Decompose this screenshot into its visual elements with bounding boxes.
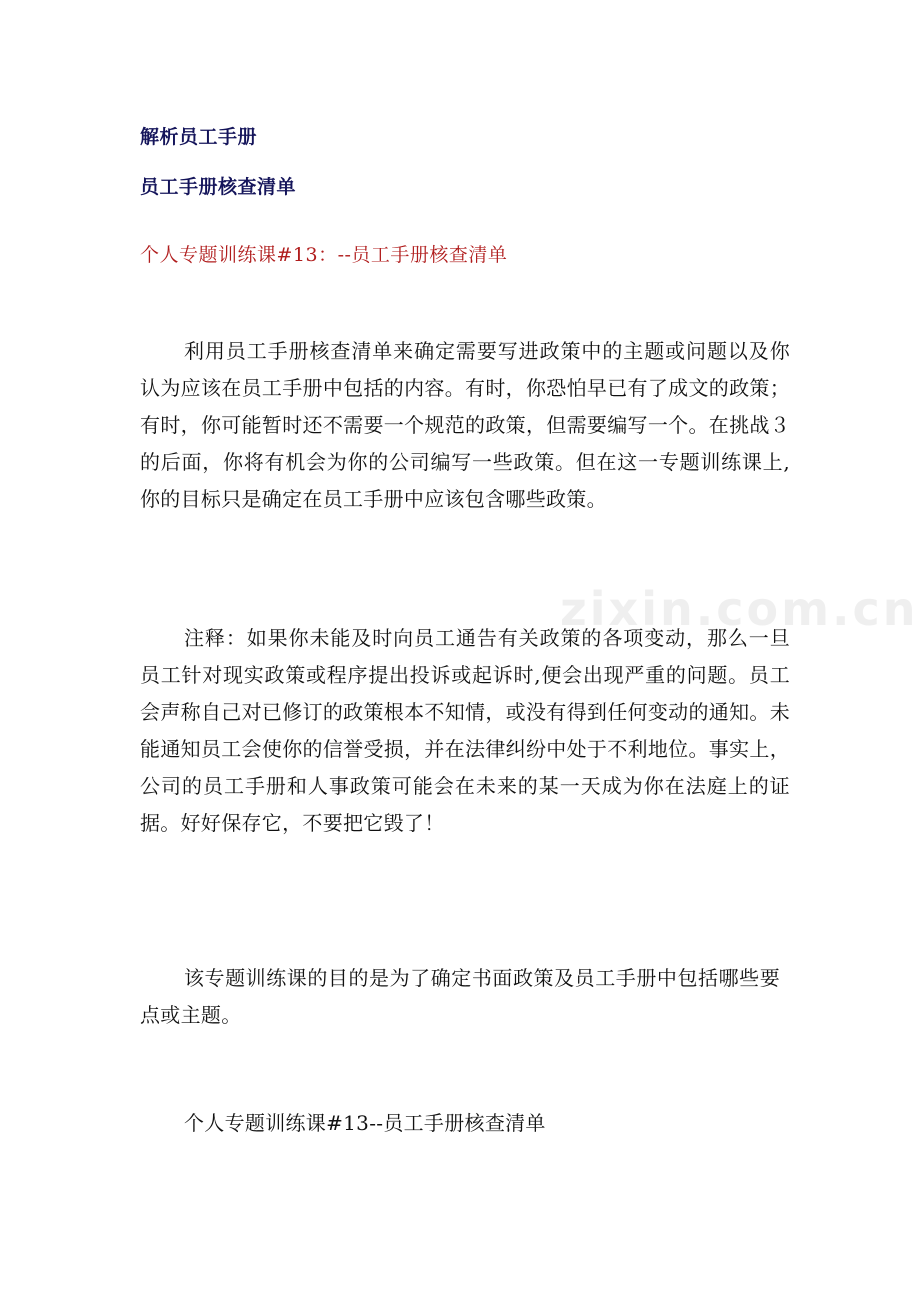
watermark: zixin.com.cn [560,582,919,636]
paragraph-heading-repeat: 个人专题训练课#13--员工手册核查清单 [184,1111,546,1135]
document-subtitle: 个人专题训练课#13：--员工手册核查清单 [140,244,508,266]
document-title: 解析员工手册 [140,126,258,148]
paragraph-note: 注释：如果你未能及时向员工通告有关政策的各项变动，那么一旦员工针对现实政策或程序提出投诉或起诉时,便会出现严重的问题。员工会声称自己对已修订的政策根本不知情，或没有得到任何变动的通知。未能通知员工会使你的信誉受损，并在法律纠纷中处于不利地位。事实上，公司的员工手册和人事政策可能会在未来的某一天成为你在法庭上的证据。好好保存它，不要把它毁了！ [140,626,790,835]
paragraph-purpose: 该专题训练课的目的是为了确定书面政策及员工手册中包括哪些要点或主题。 [140,966,780,1027]
document-section-title: 员工手册核查清单 [140,176,297,198]
paragraph-intro: 利用员工手册核查清单来确定需要写进政策中的主题或问题以及你认为应该在员工手册中包括的内容。有时，你恐怕早已有了成文的政策；有时，你可能暂时还不需要一个规范的政策，但需要编写一个。在挑战３的后面，你将有机会为你的公司编写一些政策。但在这一专题训练课上,你的目标只是确定在员工手册中应该包含哪些政策。 [140,339,790,511]
